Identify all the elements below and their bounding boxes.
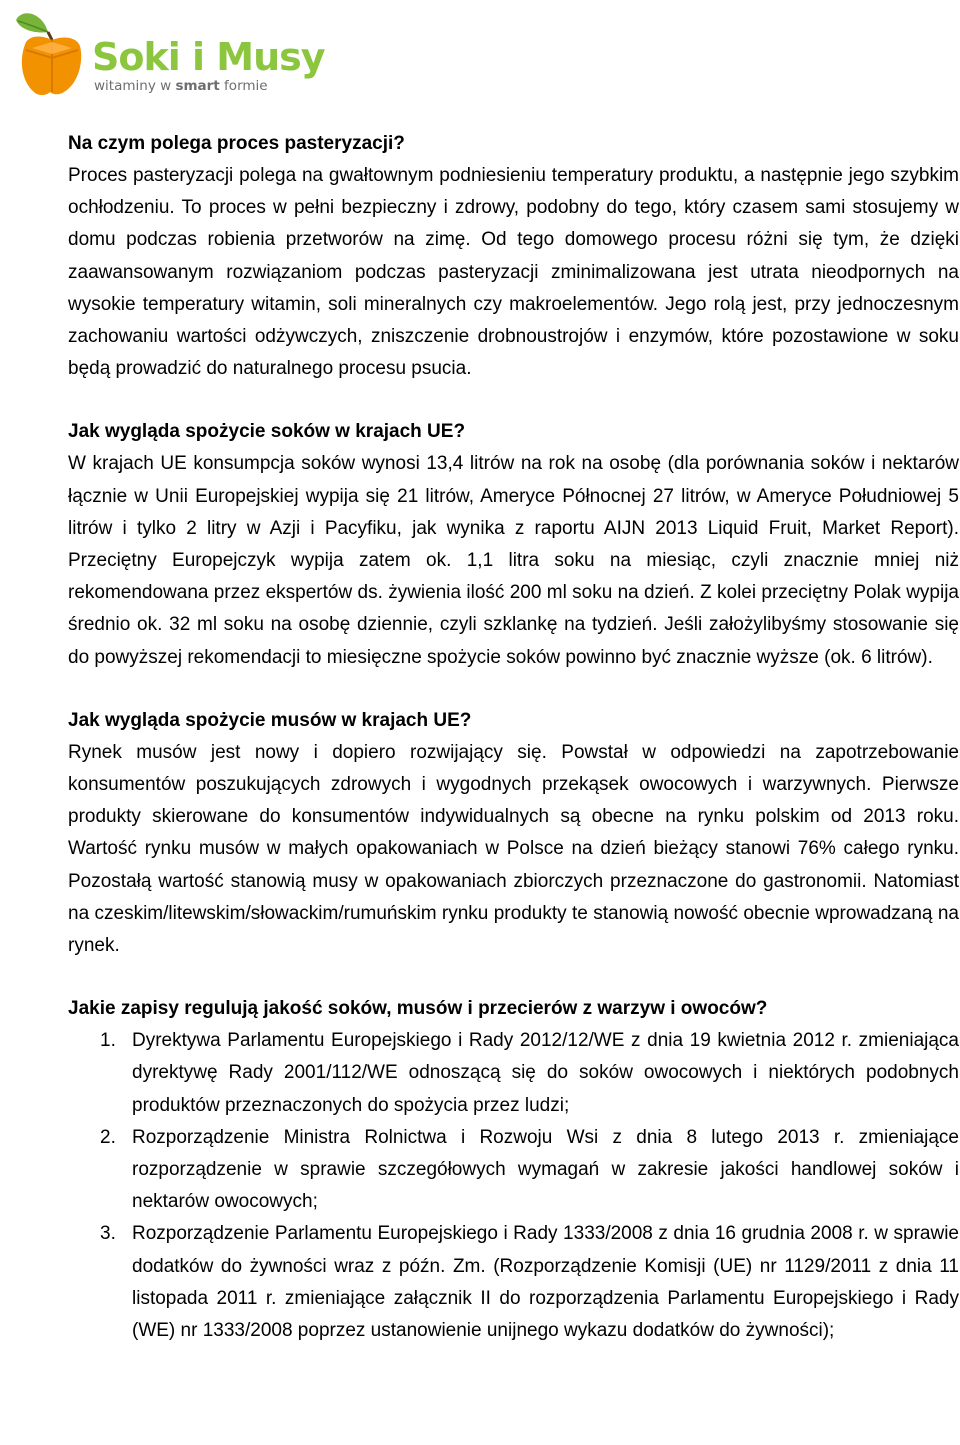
section-paragraph: Proces pasteryzacji polega na gwałtownym podniesieniu temperatury produktu, a następnie jego szybkim ochłodzeniu. To proces w pełni bezpieczny i zdrowy, podobny do tego, który czasem sami stosujemy w domu podczas robienia przetworów na zimę. Od tego domowego procesu różni się tym, że dzięki zaawansowanym rozwiązaniom podczas pasteryzacji zminimalizowana jest utrata nieodpornych na wysokie temperatury witamin, soli mineralnych czy makroelementów. Jego rolą jest, przy jednoczesnym zachowaniu wartości odżywczych, zniszczenie drobnoustrojów i enzymów, które pozostawione w soku będą prowadzić do naturalnego procesu psucia. [68, 165, 959, 380]
section-heading: Jakie zapisy regulują jakość soków, musów i przecierów z warzyw i owoców? [68, 998, 768, 1020]
brand-tagline: witaminy w smart formie [94, 78, 268, 94]
list-item-number: 3. [100, 1223, 116, 1245]
list-item [100, 1218, 959, 1347]
section-pasteurization [68, 128, 959, 385]
list-item-text: Dyrektywa Parlamentu Europejskiego i Rady 2012/12/WE z dnia 19 kwietnia 2012 r. zmieniająca dyrektywę Rady 2001/112/WE odnoszącą się do soków owocowych i niektórych podobnych produktów przeznaczonych do spożycia przez ludzi; [132, 1030, 959, 1116]
list-item-number: 2. [100, 1126, 116, 1148]
section-regulations [68, 993, 959, 1347]
section-mousse-consumption [68, 705, 959, 962]
brand-name: Soki i Musy [92, 35, 325, 79]
list-item [100, 1025, 959, 1122]
document-body [68, 128, 959, 1347]
section-paragraph: W krajach UE konsumpcja soków wynosi 13,4 litrów na rok na osobę (dla porównania soków i nektarów łącznie w Unii Europejskiej wypija się 21 litrów, Ameryce Północnej 27 litrów, w Ameryce Południowej 5 litrów i tylko 2 litry w Azji i Pacyfiku, jak wynika z raportu AIJN 2013 Liquid Fruit, Market Report). Przeciętny Europejczyk wypija zatem ok. 1,1 litra soku na miesiąc, czyli znacznie mniej niż rekomendowana przez ekspertów ds. żywienia ilość 200 ml soku na dzień. Z kolei przeciętny Polak wypija średnio ok. 32 ml soku na osobę dziennie, czyli szklankę na tydzień. Jeśli założylibyśmy stosowanie się do powyższej rekomendacji to miesięczne spożycie soków powinno być znacznie wyższe (ok. 6 litrów). [68, 453, 959, 668]
section-heading: Jak wygląda spożycie musów w krajach UE? [68, 709, 472, 731]
section-juice-consumption [68, 416, 959, 673]
apple-box-icon [8, 10, 92, 100]
regulations-list [68, 1025, 959, 1347]
list-item [100, 1122, 959, 1219]
brand-logo [8, 10, 325, 100]
section-heading: Na czym polega proces pasteryzacji? [68, 133, 405, 154]
list-item-text: Rozporządzenie Ministra Rolnictwa i Rozwoju Wsi z dnia 8 lutego 2013 r. zmieniające rozporządzenie w sprawie szczegółowych wymagań w zakresie jakości handlowej soków i nektarów owocowych; [132, 1126, 959, 1213]
list-item-number: 1. [100, 1030, 116, 1052]
section-paragraph: Rynek musów jest nowy i dopiero rozwijający się. Powstał w odpowiedzi na zapotrzebowanie konsumentów poszukujących zdrowych i wygodnych przekąsek owocowych i warzywnych. Pierwsze produkty skierowane do konsumentów indywidualnych są obecne na rynku polskim od 2013 roku. Wartość rynku musów w małych opakowaniach w Polsce na dzień bieżący stanowi 76% całego rynku. Pozostałą wartość stanowią musy w opakowaniach zbiorczych przeznaczone do gastronomii. Natomiast na czeskim/litewskim/słowackim/rumuńskim rynku produkty te stanowią nowość obecnie wprowadzaną na rynek. [68, 741, 959, 957]
list-item-text: Rozporządzenie Parlamentu Europejskiego i Rady 1333/2008 z dnia 16 grudnia 2008 r. w sprawie dodatków do żywności wraz z późn. Zm. (Rozporządzenie Komisji (UE) nr 1129/2011 z dnia 11 listopada 2011 r. zmieniające załącznik II do rozporządzenia Parlamentu Europejskiego i Rady (WE) nr 1333/2008 poprzez ustanowienie unijnego wykazu dodatków do żywności); [132, 1223, 959, 1342]
section-heading: Jak wygląda spożycie soków w krajach UE? [68, 421, 466, 443]
